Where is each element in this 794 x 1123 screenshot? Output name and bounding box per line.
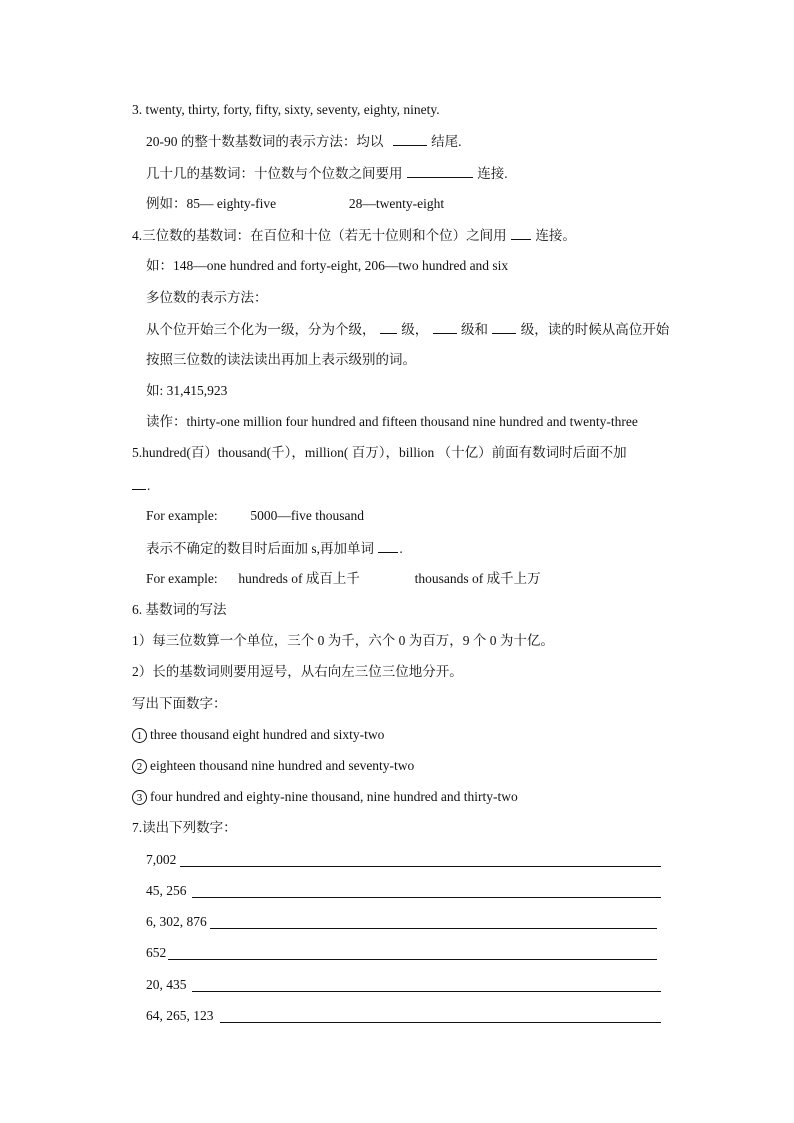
section-3-rule-tens [146, 131, 462, 151]
item-text: eighteen thousand nine hundred and seventy-two [150, 758, 415, 773]
list-item [132, 756, 414, 776]
section-5-text: 5.hundred(百）thousand(千），million( 百万），billion （十亿）前面有数词时后面不加 [132, 445, 627, 460]
for-example-label: For example: [146, 571, 218, 586]
answer-line[interactable] [168, 959, 657, 960]
example-hundreds-of: hundreds of 成百上千 [238, 571, 360, 586]
section-6-prompt [132, 694, 227, 714]
multidigit-title: 多位数的表示方法： [146, 290, 268, 305]
section-5-example-1 [146, 506, 364, 526]
rule-2-text: 2）长的基数词则要用逗号，从右向左三位三位地分开。 [132, 664, 463, 679]
example-5000: 5000—five thousand [250, 508, 364, 523]
fill-blank[interactable] [393, 131, 427, 146]
section-5-heading [132, 443, 627, 463]
section-3-rule-hyphen [146, 163, 508, 183]
read-as-text: 读作：thirty-one million four hundred and fifteen thousand nine hundred and twenty-three [146, 414, 638, 429]
rule-hyphen-text: 几十几的基数词：十位数与个位数之间要用 [146, 166, 403, 181]
rule-tens-end: 结尾. [431, 134, 462, 149]
section-5-uncertain [146, 538, 403, 558]
section-3-heading [132, 100, 440, 120]
answer-row [146, 881, 661, 901]
answer-line[interactable] [210, 928, 657, 929]
list-item [132, 787, 518, 807]
section-4-text: 4.三位数的基数词：在百位和十位（若无十位则和个位）之间用 [132, 228, 507, 243]
section-4-multidigit [146, 288, 268, 308]
fill-blank[interactable] [407, 163, 473, 178]
section-5-example-2 [146, 569, 541, 589]
section-6-rule-2 [132, 662, 463, 682]
example-28: 28—twenty-eight [348, 196, 445, 211]
section-3-text: 3. twenty, thirty, forty, fifty, sixty, seventy, eighty, ninety. [132, 102, 440, 117]
number-to-read: 652 [146, 945, 167, 960]
section-4-example [146, 256, 508, 276]
list-item [132, 725, 384, 745]
section-4-number-example [146, 381, 227, 401]
fill-blank[interactable] [433, 319, 457, 334]
levels-text-2: 级， [401, 322, 429, 337]
blank-line-end: . [147, 478, 151, 493]
circled-number: 1 [132, 728, 147, 743]
section-3-example [146, 194, 444, 214]
rule-hyphen-end: 连接. [477, 166, 508, 181]
answer-row [146, 850, 661, 870]
circled-number: 3 [132, 790, 147, 805]
section-6-heading [132, 600, 227, 620]
levels-text-4: 级，读的时候从高位开始 [520, 322, 670, 337]
rule-tens-text: 20-90 的整十数基数词的表示方法：均以 [146, 134, 384, 149]
for-example-label: For example: [146, 508, 218, 523]
fill-blank[interactable] [492, 319, 516, 334]
section-5-blank-line [132, 475, 150, 495]
section-4-heading [132, 225, 576, 245]
fill-blank[interactable] [511, 225, 531, 240]
answer-line[interactable] [192, 991, 661, 992]
section-4-read-as [146, 412, 638, 432]
item-text: three thousand eight hundred and sixty-two [150, 727, 385, 742]
section-7-title: 7.读出下列数字： [132, 820, 237, 835]
section-6-rule-1 [132, 631, 554, 651]
write-numbers-prompt: 写出下面数字： [132, 696, 227, 711]
answer-row [146, 975, 661, 995]
example-thousands-of: thousands of 成千上万 [414, 571, 541, 586]
levels-text: 从个位开始三个化为一级，分为个级， [146, 322, 376, 337]
example-85: 例如：85— eighty-five [146, 196, 277, 211]
example-148: 如：148—one hundred and forty-eight, 206—two hundred and six [146, 258, 509, 273]
fill-blank[interactable] [378, 538, 398, 553]
section-6-title: 6. 基数词的写法 [132, 602, 227, 617]
section-4-end: 连接。 [535, 228, 576, 243]
fill-blank[interactable] [380, 319, 397, 334]
section-4-levels [146, 319, 669, 339]
levels-text-3: 级和 [461, 322, 488, 337]
uncertain-end: . [399, 541, 403, 556]
number-to-read: 20, 435 [146, 977, 187, 992]
number-to-read: 45, 256 [146, 883, 187, 898]
number-to-read: 7,002 [146, 852, 177, 867]
answer-row [146, 912, 657, 932]
read-rule-text: 按照三位数的读法读出再加上表示级别的词。 [146, 352, 416, 367]
circled-number: 2 [132, 759, 147, 774]
answer-line[interactable] [220, 1022, 661, 1023]
fill-blank[interactable] [132, 475, 146, 490]
answer-line[interactable] [180, 866, 661, 867]
rule-1-text: 1）每三位数算一个单位，三个 0 为千，六个 0 为百万，9 个 0 为十亿。 [132, 633, 554, 648]
item-text: four hundred and eighty-nine thousand, nine hundred and thirty-two [150, 789, 518, 804]
answer-row [146, 1006, 661, 1026]
section-4-read-rule [146, 350, 416, 370]
uncertain-text: 表示不确定的数目时后面加 s,再加单词 [146, 541, 375, 556]
answer-line[interactable] [192, 897, 661, 898]
number-to-read: 64, 265, 123 [146, 1008, 214, 1023]
answer-row [146, 943, 657, 963]
number-example: 如: 31,415,923 [146, 383, 228, 398]
number-to-read: 6, 302, 876 [146, 914, 207, 929]
section-7-heading [132, 818, 237, 838]
